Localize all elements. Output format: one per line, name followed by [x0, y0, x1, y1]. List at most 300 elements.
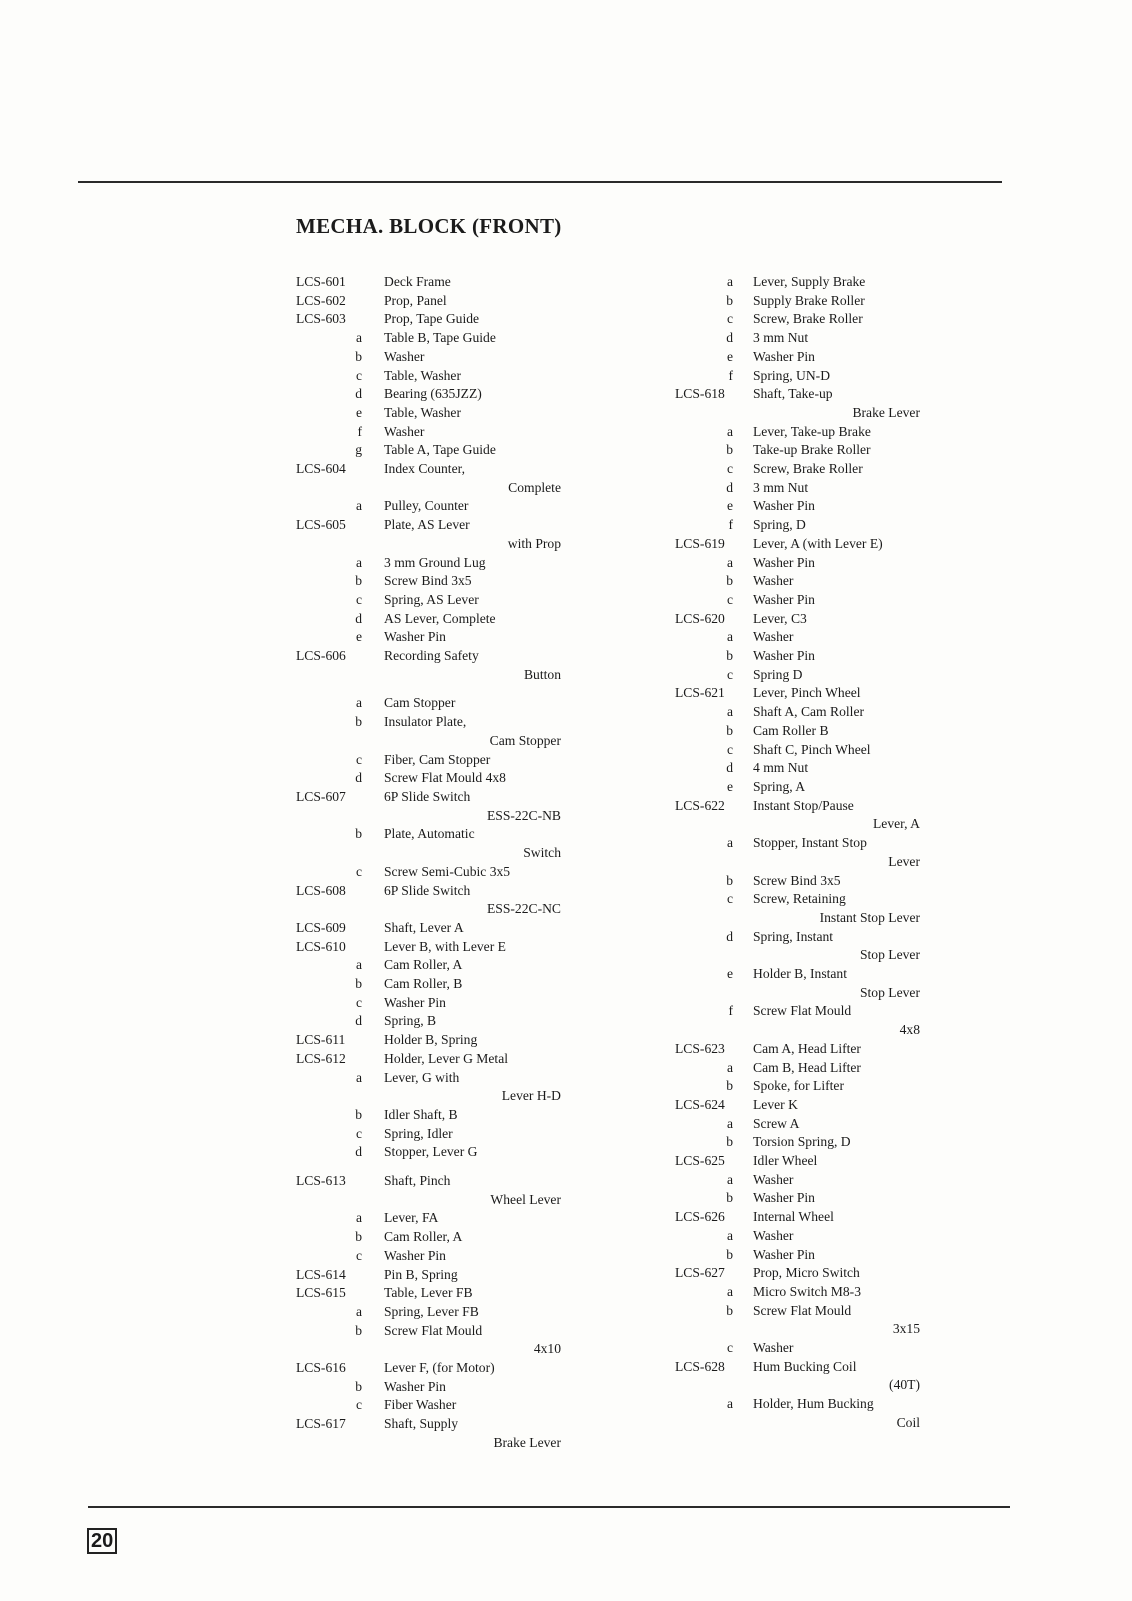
part-code: a	[355, 1069, 362, 1085]
part-description	[384, 882, 561, 919]
part-code: b	[355, 1322, 362, 1338]
part-code: b	[355, 348, 362, 364]
part-description	[384, 713, 561, 750]
part-code: LCS-619	[675, 535, 725, 551]
part-entry	[675, 1096, 920, 1115]
part-description	[384, 1106, 561, 1125]
part-entry	[675, 1208, 920, 1227]
part-description	[753, 684, 920, 703]
part-code: a	[726, 274, 733, 289]
part-code: c	[726, 1340, 733, 1356]
part-description-line: Prop, Panel	[384, 292, 447, 308]
part-description-line: Idler Wheel	[753, 1153, 818, 1169]
part-entry	[296, 975, 561, 994]
bottom-rule	[88, 1506, 1010, 1508]
part-entry	[675, 928, 920, 965]
part-code: b	[355, 573, 362, 589]
part-description-line: Plate, Automatic	[384, 826, 475, 842]
part-description-line: AS Lever, Complete	[384, 610, 496, 626]
part-description-line: Spring, Instant	[753, 928, 834, 944]
part-description	[753, 890, 920, 927]
part-entry	[296, 994, 561, 1013]
part-description	[384, 1378, 561, 1397]
part-code: d	[726, 330, 733, 346]
part-entry	[296, 769, 561, 788]
part-description	[753, 628, 920, 647]
part-entry	[296, 1322, 561, 1359]
part-code: a	[726, 629, 733, 645]
part-code: d	[355, 1013, 362, 1029]
part-description	[753, 591, 920, 610]
part-code: c	[726, 741, 733, 757]
part-code: e	[726, 348, 733, 364]
part-description	[753, 666, 920, 685]
part-code: d	[355, 610, 362, 626]
part-description	[384, 516, 561, 553]
part-code: LCS-620	[675, 610, 725, 626]
part-description-line: Spring, D	[753, 517, 806, 533]
part-description-line: Shaft, Supply	[384, 1416, 459, 1432]
part-code: c	[355, 367, 362, 383]
part-entry	[675, 1227, 920, 1246]
part-entry	[675, 367, 920, 386]
part-description	[753, 1133, 920, 1152]
part-entry	[675, 1358, 920, 1395]
part-description	[384, 975, 561, 994]
part-description-line: Washer	[753, 1227, 794, 1243]
part-description-line: Table, Washer	[384, 404, 461, 420]
part-description-line: Shaft, Take-up	[753, 386, 833, 402]
part-entry	[296, 825, 561, 862]
part-entry	[296, 423, 561, 442]
part-entry	[296, 1031, 561, 1050]
part-description	[753, 722, 920, 741]
part-description	[753, 1227, 920, 1246]
part-description-line: Table A, Tape Guide	[384, 442, 496, 458]
part-entry	[675, 348, 920, 367]
part-entry	[675, 329, 920, 348]
part-code: b	[726, 872, 733, 888]
spacer	[296, 684, 561, 694]
part-code: LCS-603	[296, 311, 346, 327]
part-description	[753, 310, 920, 329]
part-description	[753, 928, 920, 965]
part-description	[384, 788, 561, 825]
part-description-line: Washer Pin	[753, 498, 815, 514]
part-code: c	[355, 863, 362, 879]
part-description	[753, 1077, 920, 1096]
part-description-continuation: Lever, A	[872, 816, 920, 832]
part-description-line: Lever K	[753, 1096, 798, 1112]
part-description	[753, 273, 920, 292]
part-description-line: Washer Pin	[384, 1378, 446, 1394]
part-code: e	[726, 498, 733, 514]
part-code: b	[726, 442, 733, 458]
part-code: b	[726, 1302, 733, 1318]
part-code: a	[726, 1059, 733, 1075]
part-entry	[296, 919, 561, 938]
part-entry	[296, 1228, 561, 1247]
part-description-continuation: Lever	[888, 853, 920, 869]
part-description	[384, 1359, 561, 1378]
part-description-line: Lever F, (for Motor)	[384, 1360, 495, 1376]
part-entry	[675, 1339, 920, 1358]
part-description-line: Spring, Idler	[384, 1125, 453, 1141]
part-entry	[296, 938, 561, 957]
part-code: LCS-626	[675, 1209, 725, 1225]
part-code: LCS-609	[296, 919, 346, 935]
part-description-line: Lever, Take-up Brake	[753, 423, 871, 439]
part-code: LCS-604	[296, 461, 346, 477]
part-description	[384, 404, 561, 423]
part-code: b	[355, 1106, 362, 1122]
part-entry	[675, 591, 920, 610]
part-description-line: Washer Pin	[753, 1190, 815, 1206]
part-code: LCS-601	[296, 274, 346, 289]
part-description-line: 3 mm Ground Lug	[384, 554, 486, 570]
part-description-line: Screw, Retaining	[753, 891, 846, 907]
part-description-line: Lever B, with Lever E	[384, 938, 506, 954]
part-description	[384, 441, 561, 460]
part-description-line: Washer Pin	[384, 1247, 446, 1263]
part-entry	[296, 1106, 561, 1125]
part-entry	[675, 423, 920, 442]
part-entry	[675, 1152, 920, 1171]
part-description	[384, 628, 561, 647]
part-entry	[296, 1069, 561, 1106]
part-entry	[675, 1002, 920, 1039]
part-description-line: Shaft A, Cam Roller	[753, 704, 865, 720]
part-description-line: Take-up Brake Roller	[753, 442, 871, 458]
part-code: c	[726, 591, 733, 607]
part-description	[384, 1415, 561, 1452]
part-description-line: Washer Pin	[753, 648, 815, 664]
page-title: MECHA. BLOCK (FRONT)	[296, 214, 562, 238]
part-entry	[675, 965, 920, 1002]
part-code: b	[726, 1190, 733, 1206]
part-code: LCS-613	[296, 1173, 346, 1189]
part-description-line: Holder, Hum Bucking	[753, 1396, 874, 1412]
part-description-continuation: Coil	[896, 1414, 920, 1430]
part-description	[753, 759, 920, 778]
part-description-line: Cam Roller, B	[384, 976, 463, 992]
part-code: a	[355, 695, 362, 711]
part-description	[384, 385, 561, 404]
part-description	[753, 1096, 920, 1115]
part-entry	[296, 1378, 561, 1397]
part-entry	[296, 1125, 561, 1144]
part-entry	[675, 890, 920, 927]
part-code: LCS-606	[296, 648, 346, 664]
part-description	[753, 965, 920, 1002]
part-description-line: Internal Wheel	[753, 1209, 834, 1225]
part-description-line: Screw Flat Mould 4x8	[384, 770, 506, 786]
part-code: LCS-621	[675, 685, 725, 701]
part-description-line: Stopper, Instant Stop	[753, 835, 867, 851]
part-entry	[675, 703, 920, 722]
part-description-continuation: Wheel Lever	[490, 1191, 561, 1207]
part-code: a	[355, 554, 362, 570]
part-description-line: Fiber, Cam Stopper	[384, 751, 491, 767]
part-description-line: Deck Frame	[384, 274, 451, 289]
part-code: a	[726, 554, 733, 570]
part-entry	[675, 497, 920, 516]
part-entry	[296, 348, 561, 367]
part-code: b	[355, 826, 362, 842]
part-entry	[296, 554, 561, 573]
part-description-line: Cam Roller, A	[384, 957, 463, 973]
part-description	[384, 1172, 561, 1209]
part-description	[384, 554, 561, 573]
part-code: d	[355, 770, 362, 786]
part-entry	[296, 1209, 561, 1228]
part-code: b	[355, 1229, 362, 1245]
part-description	[753, 647, 920, 666]
part-description	[753, 1395, 920, 1432]
part-description	[384, 1228, 561, 1247]
part-description	[753, 441, 920, 460]
part-code: LCS-622	[675, 797, 725, 813]
part-description	[384, 863, 561, 882]
part-code: a	[355, 1303, 362, 1319]
part-code: b	[726, 292, 733, 308]
part-entry	[675, 1077, 920, 1096]
part-entry	[675, 666, 920, 685]
part-description	[384, 938, 561, 957]
part-description	[753, 1040, 920, 1059]
part-code: LCS-605	[296, 517, 346, 533]
part-description	[753, 1059, 920, 1078]
part-description-line: Lever, FA	[384, 1210, 439, 1226]
part-description-line: Cam Stopper	[384, 695, 456, 711]
part-code: LCS-608	[296, 882, 346, 898]
part-code: f	[728, 517, 733, 533]
part-description-line: Stopper, Lever G	[384, 1144, 478, 1160]
part-code: LCS-627	[675, 1265, 725, 1281]
part-code: c	[726, 666, 733, 682]
part-code: d	[726, 479, 733, 495]
part-description	[753, 460, 920, 479]
part-code: LCS-615	[296, 1285, 346, 1301]
part-description-continuation: Switch	[523, 845, 561, 861]
part-description-line: 3 mm Nut	[753, 479, 809, 495]
part-description-line: Micro Switch M8-3	[753, 1283, 861, 1299]
part-description-line: Screw A	[753, 1115, 800, 1131]
part-code: f	[728, 1003, 733, 1019]
part-description-line: Cam Roller B	[753, 722, 829, 738]
part-entry	[675, 1171, 920, 1190]
part-description-line: Screw Bind 3x5	[753, 872, 841, 888]
part-description-continuation: ESS-22C-NC	[486, 901, 561, 917]
part-description-line: 3 mm Nut	[753, 330, 809, 346]
part-entry	[675, 797, 920, 834]
part-description-line: Washer Pin	[753, 554, 815, 570]
part-entry	[675, 1395, 920, 1432]
part-code: c	[726, 461, 733, 477]
part-code: LCS-610	[296, 938, 346, 954]
part-description-line: Recording Safety	[384, 648, 479, 664]
part-entry	[675, 1040, 920, 1059]
part-description	[384, 610, 561, 629]
part-description	[753, 348, 920, 367]
part-code: LCS-618	[675, 386, 725, 402]
part-code: e	[355, 404, 362, 420]
part-description-continuation: Instant Stop Lever	[819, 909, 920, 925]
part-entry	[296, 751, 561, 770]
part-description	[384, 329, 561, 348]
part-description-line: Index Counter,	[384, 461, 465, 477]
part-entry	[296, 404, 561, 423]
part-description	[753, 872, 920, 891]
part-description	[753, 797, 920, 834]
part-description	[753, 1283, 920, 1302]
part-description	[384, 273, 561, 292]
part-description-line: Washer	[753, 629, 794, 645]
part-code: a	[726, 1171, 733, 1187]
part-entry	[675, 1283, 920, 1302]
part-code: c	[355, 1397, 362, 1413]
part-description-continuation: 4x10	[533, 1341, 561, 1357]
part-description-line: Idler Shaft, B	[384, 1106, 458, 1122]
part-description	[384, 1247, 561, 1266]
part-code: d	[355, 1144, 362, 1160]
part-description-line: Shaft, Pinch	[384, 1173, 451, 1189]
part-entry	[296, 956, 561, 975]
part-code: a	[726, 1227, 733, 1243]
part-description	[753, 1264, 920, 1283]
part-description	[384, 751, 561, 770]
part-description	[384, 1125, 561, 1144]
part-entry	[296, 591, 561, 610]
part-description-line: Spring, B	[384, 1013, 437, 1029]
part-entry	[296, 694, 561, 713]
part-description	[384, 423, 561, 442]
part-entry	[675, 1264, 920, 1283]
part-description	[753, 385, 920, 422]
part-description-line: Washer	[384, 348, 425, 364]
part-code: b	[355, 714, 362, 730]
part-entry	[675, 554, 920, 573]
part-description-line: Washer Pin	[384, 994, 446, 1010]
part-entry	[675, 628, 920, 647]
part-description	[753, 1208, 920, 1227]
part-entry	[675, 1302, 920, 1339]
part-description-line: Shaft C, Pinch Wheel	[753, 741, 871, 757]
part-description-line: Fiber Washer	[384, 1397, 457, 1413]
part-code: a	[355, 957, 362, 973]
part-entry	[296, 329, 561, 348]
part-code: b	[726, 722, 733, 738]
part-entry	[296, 628, 561, 647]
part-entry	[675, 1246, 920, 1265]
part-description	[384, 1031, 561, 1050]
part-description-line: Holder B, Spring	[384, 1032, 478, 1048]
part-entry	[296, 788, 561, 825]
part-description	[384, 694, 561, 713]
page-number: 20	[87, 1528, 117, 1554]
part-description-line: Screw Flat Mould	[384, 1322, 483, 1338]
part-code: e	[726, 966, 733, 982]
part-description-continuation: 4x8	[899, 1022, 920, 1038]
part-code: c	[355, 751, 362, 767]
part-description	[753, 1246, 920, 1265]
part-entry	[296, 1172, 561, 1209]
part-code: LCS-614	[296, 1266, 346, 1282]
part-description	[753, 292, 920, 311]
part-entry	[296, 1143, 561, 1162]
part-code: a	[726, 423, 733, 439]
part-code: f	[728, 367, 733, 383]
part-code: d	[726, 928, 733, 944]
part-entry	[675, 1115, 920, 1134]
part-description-line: Screw Flat Mould	[753, 1302, 852, 1318]
part-description-line: Screw, Brake Roller	[753, 311, 863, 327]
part-entry	[675, 572, 920, 591]
part-entry	[296, 1284, 561, 1303]
part-code: d	[726, 760, 733, 776]
spacer	[296, 1162, 561, 1172]
part-code: c	[355, 1125, 362, 1141]
part-code: b	[726, 573, 733, 589]
part-description-line: 6P Slide Switch	[384, 788, 471, 804]
part-description	[384, 825, 561, 862]
part-description	[753, 1002, 920, 1039]
part-code: LCS-628	[675, 1358, 725, 1374]
part-code: b	[726, 1246, 733, 1262]
part-description	[384, 647, 561, 684]
part-description	[753, 834, 920, 871]
part-code: LCS-612	[296, 1050, 346, 1066]
part-code: LCS-624	[675, 1096, 725, 1112]
part-description	[384, 1303, 561, 1322]
part-entry	[296, 863, 561, 882]
part-description	[384, 1396, 561, 1415]
part-description-line: Holder, Lever G Metal	[384, 1050, 509, 1066]
part-description	[753, 1115, 920, 1134]
part-description-continuation: Cam Stopper	[489, 732, 561, 748]
part-entry	[296, 1012, 561, 1031]
part-description-line: Hum Bucking Coil	[753, 1358, 857, 1374]
part-code: e	[355, 629, 362, 645]
part-description	[384, 1012, 561, 1031]
part-description-continuation: Stop Lever	[859, 984, 920, 1000]
part-description-line: Table, Lever FB	[384, 1285, 473, 1301]
part-entry	[296, 310, 561, 329]
part-description-line: Washer Pin	[753, 348, 815, 364]
part-entry	[296, 1359, 561, 1378]
part-description-line: Washer Pin	[384, 629, 446, 645]
part-entry	[296, 1396, 561, 1415]
part-description	[384, 310, 561, 329]
part-code: a	[726, 1283, 733, 1299]
part-description-line: Spring, UN-D	[753, 367, 831, 383]
part-description	[753, 479, 920, 498]
part-entry	[675, 385, 920, 422]
part-description	[384, 1209, 561, 1228]
part-description	[384, 994, 561, 1013]
part-description	[384, 1069, 561, 1106]
part-entry	[675, 759, 920, 778]
parts-list-left	[296, 273, 561, 1453]
parts-list-right	[675, 273, 920, 1433]
part-description-line: 4 mm Nut	[753, 760, 809, 776]
part-description-continuation: Brake Lever	[493, 1434, 561, 1450]
part-code: LCS-625	[675, 1153, 725, 1169]
part-entry	[296, 292, 561, 311]
part-entry	[296, 273, 561, 292]
part-description-line: Washer	[753, 573, 794, 589]
part-entry	[296, 713, 561, 750]
